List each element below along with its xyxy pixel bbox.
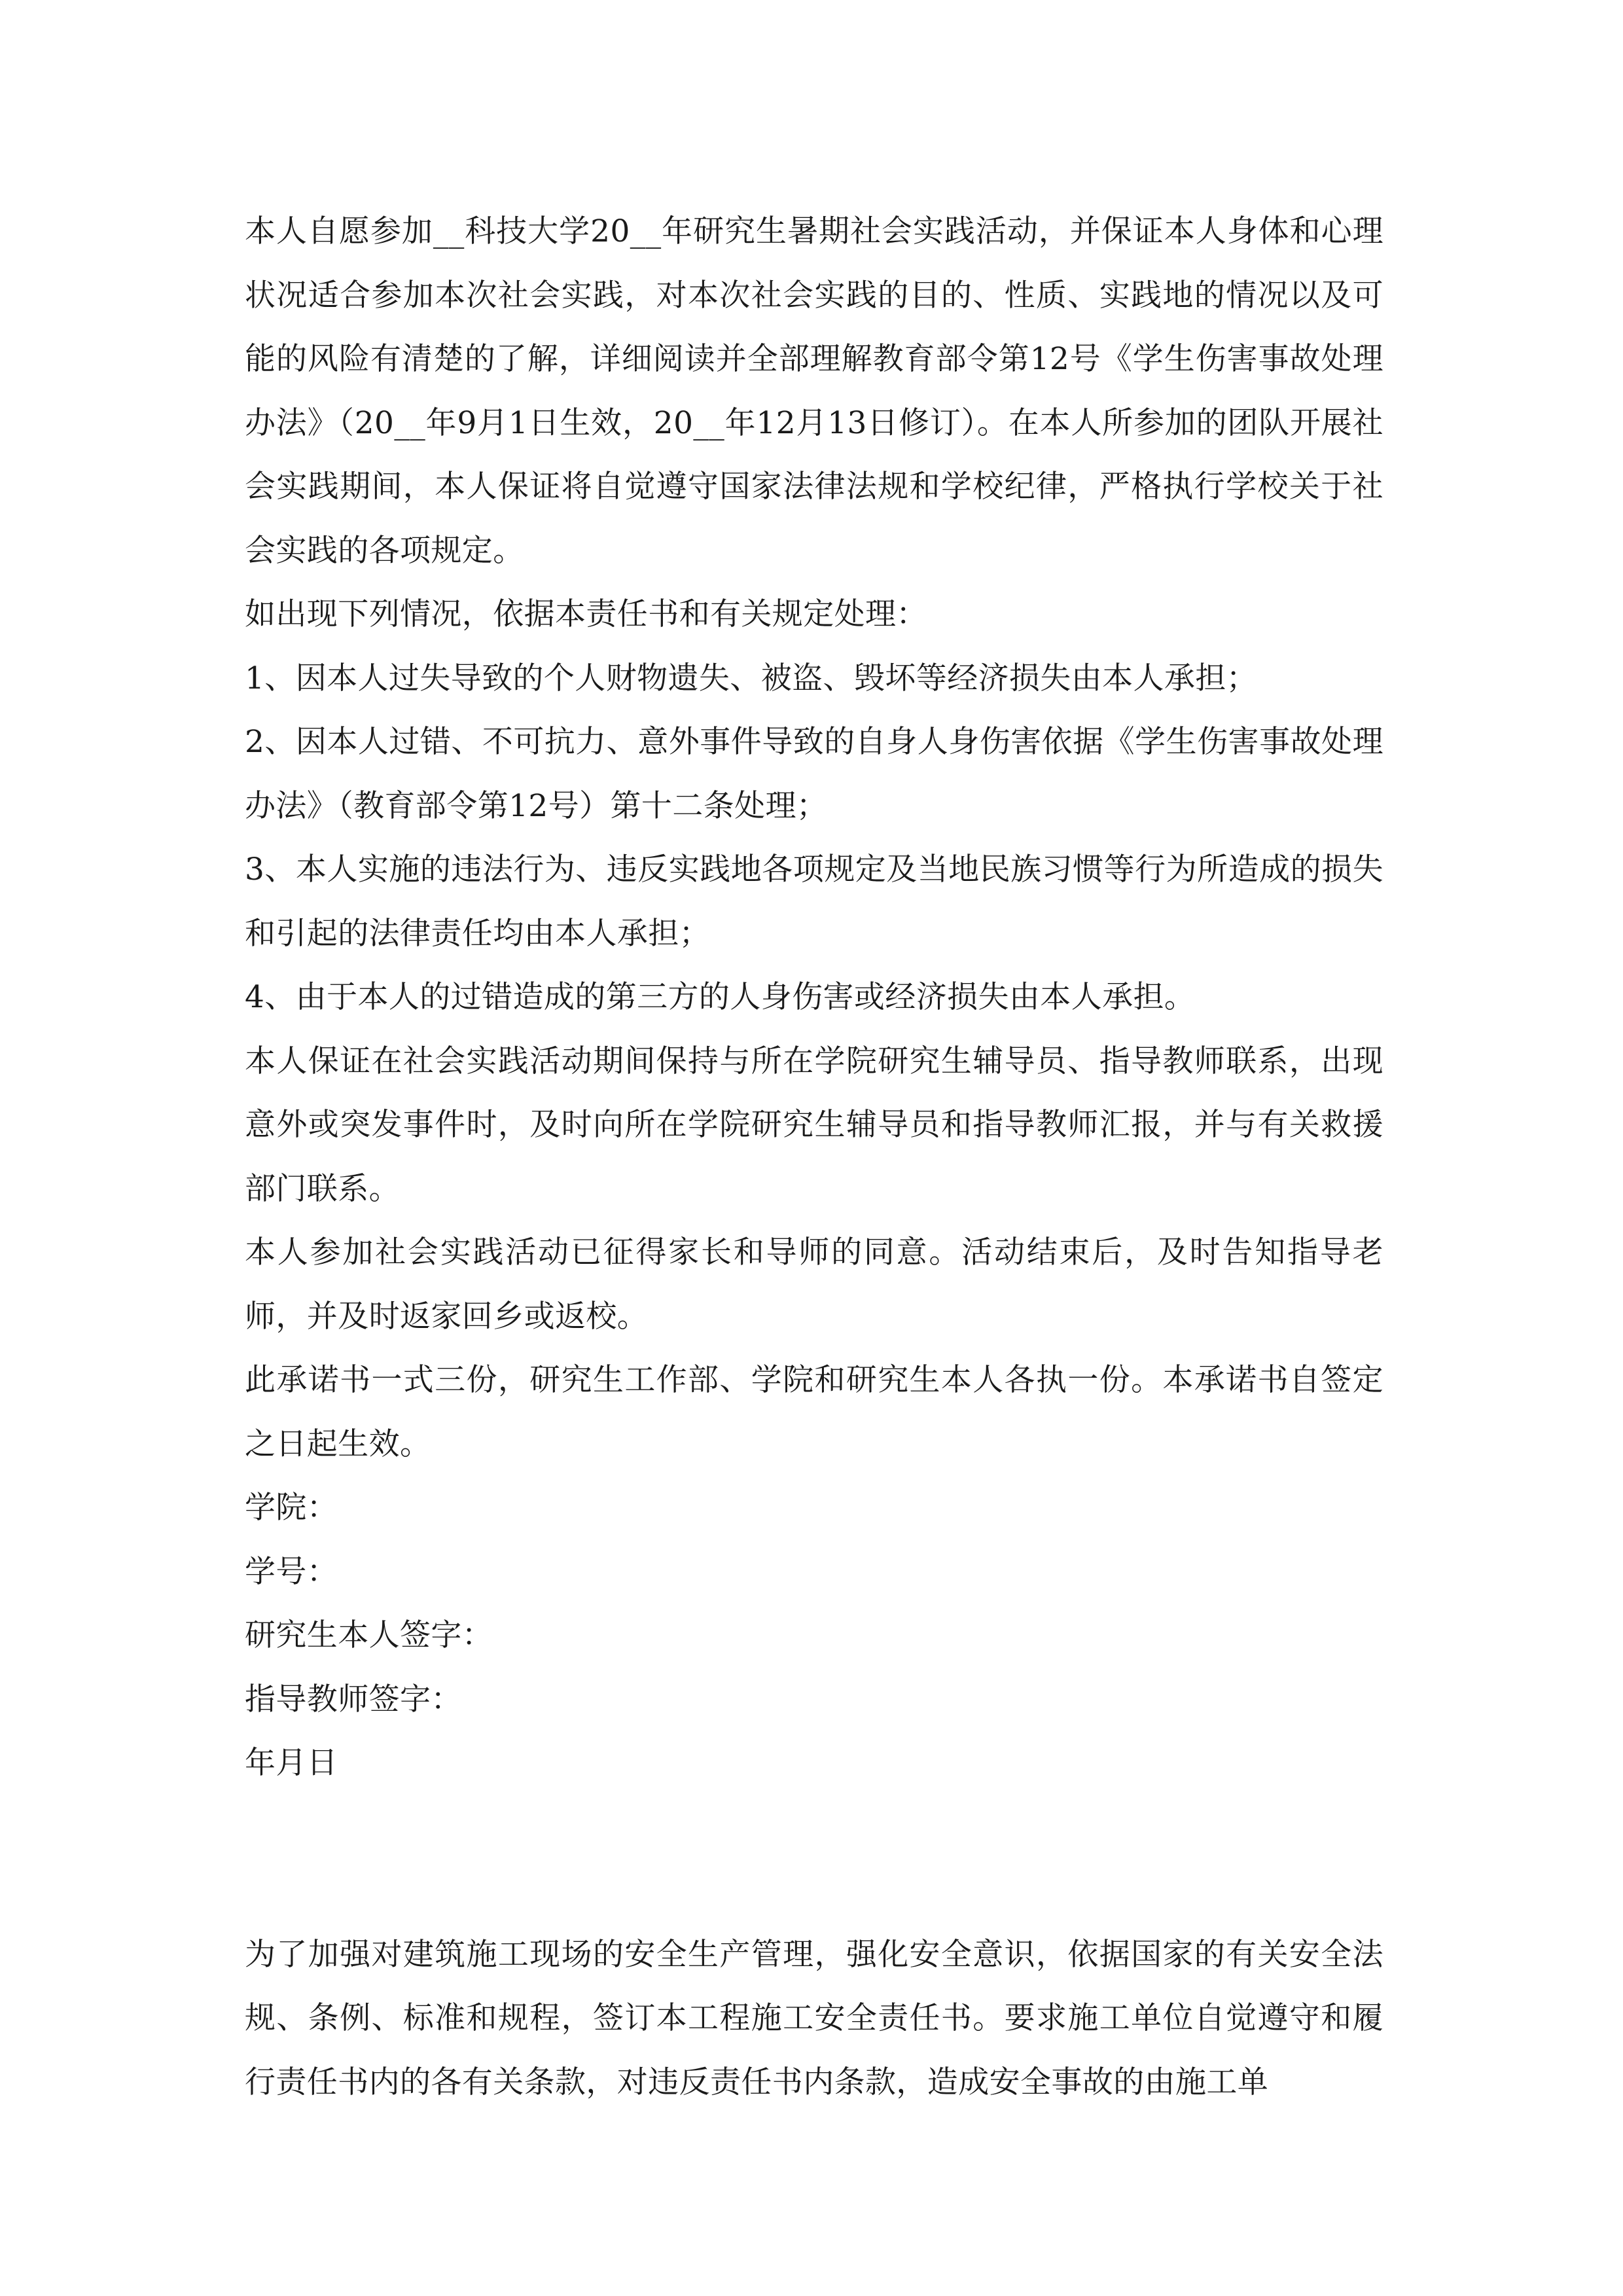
document-body xyxy=(245,200,1383,2114)
paragraph-copies: 此承诺书一式三份，研究生工作部、学院和研究生本人各执一份。本承诺书自签定之日起生效。 xyxy=(245,1362,1383,1462)
section-spacer xyxy=(245,1795,1383,1923)
paragraph-construction-safety: 为了加强对建筑施工现场的安全生产管理，强化安全意识，依据国家的有关安全法规、条例、标准和规程，签订本工程施工安全责任书。要求施工单位自觉遵守和履行责任书内的各有关条款，对违反责任书内条款，造成安全事故的由施工单 xyxy=(245,1936,1383,2100)
field-advisor-signature: 指导教师签字： xyxy=(245,1681,462,1717)
list-item-third-party: 4、由于本人的过错造成的第三方的人身伤害或经济损失由本人承担。 xyxy=(245,979,1196,1015)
paragraph-commitment-intro: 本人自愿参加__科技大学20__年研究生暑期社会实践活动，并保证本人身体和心理状况适合参加本次社会实践，对本次社会实践的目的、性质、实践地的情况以及可能的风险有清楚的了解，详细阅读并全部理解教育部令第12号《学生伤害事故处理办法》（20__年9月1日生效，20__年12月13日修订）。在本人所参加的团队开展社会实践期间，本人保证将自觉遵守国家法律法规和学校纪律，严格执行学校关于社会实践的各项规定。 xyxy=(245,213,1383,569)
paragraph-contact: 本人保证在社会实践活动期间保持与所在学院研究生辅导员、指导教师联系，出现意外或突发事件时，及时向所在学院研究生辅导员和指导教师汇报，并与有关救援部门联系。 xyxy=(245,1043,1383,1207)
paragraph-handling-intro: 如出现下列情况，依据本责任书和有关规定处理： xyxy=(245,596,927,632)
list-item-property-loss: 1、因本人过失导致的个人财物遗失、被盗、毁坏等经济损失由本人承担； xyxy=(245,660,1258,696)
field-student-id: 学号： xyxy=(245,1553,338,1590)
list-item-personal-injury: 2、因本人过错、不可抗力、意外事件导致的自身人身伤害依据《学生伤害事故处理办法》（教育部令第12号）第十二条处理； xyxy=(245,724,1383,824)
paragraph-consent: 本人参加社会实践活动已征得家长和导师的同意。活动结束后，及时告知指导老师，并及时返家回乡或返校。 xyxy=(245,1234,1383,1335)
field-college: 学院： xyxy=(245,1490,338,1526)
field-date: 年月日 xyxy=(245,1745,338,1781)
field-student-signature: 研究生本人签字： xyxy=(245,1617,493,1653)
list-item-illegal-acts: 3、本人实施的违法行为、违反实践地各项规定及当地民族习惯等行为所造成的损失和引起的法律责任均由本人承担； xyxy=(245,852,1383,952)
